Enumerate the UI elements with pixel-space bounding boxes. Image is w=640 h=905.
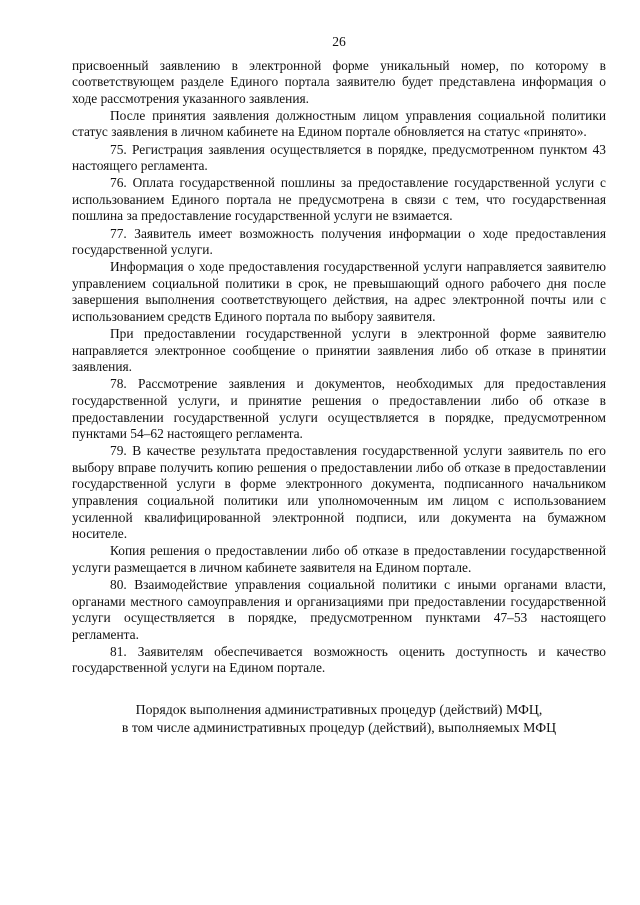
paragraph-11: 80. Взаимодействие управления социальной политики с иными органами власти, органами местного самоуправления и организациями при предоставлении государственной услуги осуществляется в порядке, предусмотренном пунктами 47–53 настоящего регламента.: [72, 577, 606, 642]
section-heading: [72, 701, 606, 737]
paragraph-10: Копия решения о предоставлении либо об отказе в предоставлении государственной услуги размещается в личном кабинете заявителя на Едином портале.: [72, 543, 606, 575]
body-text: [72, 58, 606, 677]
paragraph-12: 81. Заявителям обеспечивается возможность оценить доступность и качество государственной услуги на Едином портале.: [72, 643, 606, 676]
section-heading-line-1: Порядок выполнения административных процедур (действий) МФЦ,: [135, 702, 543, 718]
paragraph-8: 78. Рассмотрение заявления и документов, необходимых для предоставления государственной услуги, и принятие решения о предоставлении либо об отказе в предоставлении государственной услуги осуществляется в порядке, предусмотренном пунктами 54–62 настоящего регламента.: [72, 376, 606, 442]
paragraph-5: 77. Заявитель имеет возможность получения информации о ходе предоставления государственной услуги.: [72, 225, 606, 258]
paragraph-4: 76. Оплата государственной пошлины за предоставление государственной услуги с использованием Единого портала не предусмотрена в связи с тем, что государственная пошлина за предоставление государственной услуги не взимается.: [72, 175, 606, 224]
paragraph-9: 79. В качестве результата предоставления государственной услуги заявитель по его выбору вправе получить копию решения о предоставлении либо об отказе в предоставлении государственной услуги в форме электронного документа, подписанного начальником управления социальной политики или уполномоченным им лицом с использованием усиленной квалифицированной электронной подписи, или документа на бумажном носителе.: [72, 443, 606, 542]
paragraph-6: Информация о ходе предоставления государственной услуги направляется заявителю управлением социальной политики в срок, не превышающий одного рабочего дня после завершения выполнения соответствующего действия, на адрес электронной почты или с использованием средств Единого портала по выбору заявителя.: [72, 259, 606, 324]
page-number: 26: [332, 34, 346, 49]
paragraph-3: 75. Регистрация заявления осуществляется в порядке, предусмотренном пунктом 43 настоящего регламента.: [72, 141, 606, 174]
section-heading-line-2: в том числе административных процедур (действий), выполняемых МФЦ: [121, 720, 557, 736]
paragraph-2: После принятия заявления должностным лицом управления социальной политики статус заявления в личном кабинете на Едином портале обновляется на статус «принято».: [72, 107, 606, 140]
paragraph-1: присвоенный заявлению в электронной форме уникальный номер, по которому в соответствующем разделе Единого портала заявителю будет представлена информация о ходе рассмотрения указанного заявления.: [72, 57, 606, 106]
paragraph-7: При предоставлении государственной услуги в электронной форме заявителю направляется электронное сообщение о принятии заявления либо об отказе в принятии заявления.: [72, 326, 606, 375]
